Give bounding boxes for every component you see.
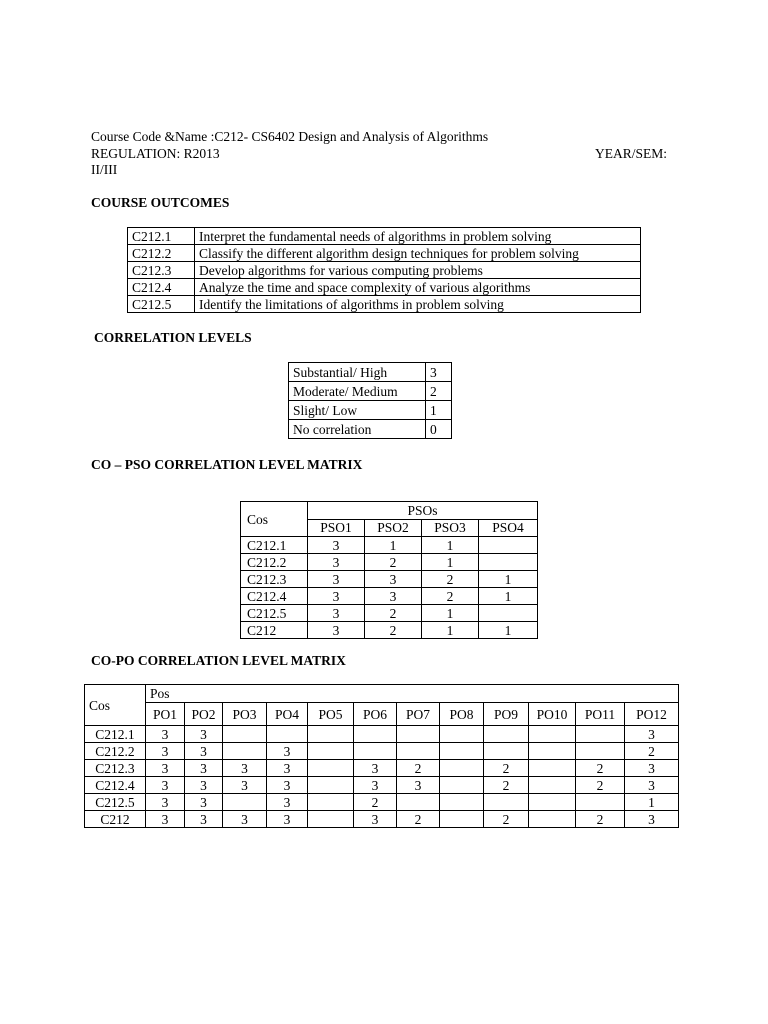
course-title: Course Code &Name :C212- CS6402 Design and Analysis of Algorithms (91, 129, 489, 144)
table-row (85, 760, 679, 777)
table-cell: 3 (365, 588, 422, 605)
table-cell (267, 726, 308, 743)
table-cell: 3 (223, 777, 267, 794)
column-header: PO8 (440, 703, 484, 726)
outcome-code: C212.3 (128, 262, 195, 279)
co-pso-heading: CO – PSO CORRELATION LEVEL MATRIX (91, 457, 363, 472)
table-cell (576, 726, 625, 743)
table-cell (440, 726, 484, 743)
column-header: PO11 (576, 703, 625, 726)
level-label: Substantial/ High (289, 363, 426, 382)
table-cell: 3 (267, 794, 308, 811)
table-cell: 3 (146, 760, 185, 777)
row-header: C212.4 (85, 777, 146, 794)
table-cell: 3 (146, 743, 185, 760)
table-row (85, 777, 679, 794)
table-row (289, 401, 452, 420)
level-label: No correlation (289, 420, 426, 439)
table-cell: 2 (422, 571, 479, 588)
table-cell (576, 794, 625, 811)
table-cell: 3 (308, 622, 365, 639)
table-cell: 3 (185, 726, 223, 743)
outcome-code: C212.4 (128, 279, 195, 296)
table-cell: 1 (422, 605, 479, 622)
column-header: PO5 (308, 703, 354, 726)
table-cell (440, 777, 484, 794)
psos-header: PSOs (308, 502, 538, 520)
table-cell (397, 743, 440, 760)
table-cell: 3 (146, 794, 185, 811)
table-cell (308, 726, 354, 743)
table-cell: 1 (422, 622, 479, 639)
co-po-table (84, 684, 679, 828)
table-cell: 1 (479, 571, 538, 588)
level-label: Slight/ Low (289, 401, 426, 420)
table-row (128, 279, 641, 296)
table-cell: 2 (576, 777, 625, 794)
table-cell (529, 794, 576, 811)
pos-header: Pos (146, 685, 679, 703)
table-row (241, 622, 538, 639)
table-cell (479, 605, 538, 622)
table-cell: 3 (267, 743, 308, 760)
table-row (128, 262, 641, 279)
table-cell: 1 (479, 622, 538, 639)
table-cell: 2 (365, 622, 422, 639)
column-header: PO12 (625, 703, 679, 726)
outcome-code: C212.5 (128, 296, 195, 313)
table-cell: 2 (576, 811, 625, 828)
table-cell: 2 (484, 760, 529, 777)
table-cell: 3 (267, 777, 308, 794)
table-cell (308, 794, 354, 811)
row-header: C212.1 (85, 726, 146, 743)
table-cell: 3 (354, 811, 397, 828)
table-row (128, 245, 641, 262)
table-cell (576, 743, 625, 760)
table-row (241, 605, 538, 622)
table-row (289, 382, 452, 401)
table-cell: 2 (576, 760, 625, 777)
column-header: PSO4 (479, 519, 538, 537)
table-cell (440, 760, 484, 777)
table-cell (440, 794, 484, 811)
table-cell: 2 (365, 605, 422, 622)
row-header: C212.3 (85, 760, 146, 777)
table-cell: 3 (308, 571, 365, 588)
table-cell: 1 (365, 537, 422, 554)
column-header: PO1 (146, 703, 185, 726)
table-cell: 3 (354, 777, 397, 794)
level-value: 3 (426, 363, 452, 382)
table-row (241, 537, 538, 554)
table-cell: 3 (267, 760, 308, 777)
table-cell: 3 (267, 811, 308, 828)
table-cell (397, 726, 440, 743)
table-cell: 3 (397, 777, 440, 794)
table-row (241, 571, 538, 588)
table-cell: 2 (422, 588, 479, 605)
table-cell: 3 (223, 760, 267, 777)
table-cell: 3 (308, 588, 365, 605)
row-header: C212.3 (241, 571, 308, 588)
table-cell (529, 726, 576, 743)
level-label: Moderate/ Medium (289, 382, 426, 401)
outcome-code: C212.2 (128, 245, 195, 262)
table-cell: 3 (365, 571, 422, 588)
co-pso-table (240, 501, 538, 639)
outcome-text: Analyze the time and space complexity of various algorithms (195, 279, 641, 296)
outcome-text: Identify the limitations of algorithms in problem solving (195, 296, 641, 313)
table-row (85, 794, 679, 811)
table-row (128, 228, 641, 245)
table-cell (308, 811, 354, 828)
table-cell (529, 743, 576, 760)
table-cell (223, 743, 267, 760)
table-row (85, 743, 679, 760)
table-row (128, 296, 641, 313)
table-cell: 3 (146, 726, 185, 743)
table-cell: 3 (185, 760, 223, 777)
table-cell (308, 760, 354, 777)
table-cell: 3 (185, 777, 223, 794)
table-cell: 1 (422, 554, 479, 571)
course-outcomes-table (127, 227, 641, 313)
table-cell: 3 (354, 760, 397, 777)
table-cell (529, 777, 576, 794)
table-cell (354, 743, 397, 760)
cos-header: Cos (85, 685, 146, 726)
table-cell (440, 743, 484, 760)
row-header: C212 (241, 622, 308, 639)
year-sem-value: II/III (91, 162, 118, 177)
outcome-text: Classify the different algorithm design techniques for problem solving (195, 245, 641, 262)
table-cell: 3 (185, 811, 223, 828)
table-cell: 2 (397, 760, 440, 777)
table-cell (484, 794, 529, 811)
outcome-text: Develop algorithms for various computing problems (195, 262, 641, 279)
row-header: C212.5 (85, 794, 146, 811)
table-cell: 3 (625, 811, 679, 828)
cos-header: Cos (241, 502, 308, 537)
table-cell: 3 (146, 811, 185, 828)
correlation-levels-heading: CORRELATION LEVELS (94, 330, 252, 345)
table-cell: 3 (146, 777, 185, 794)
table-cell: 2 (484, 777, 529, 794)
course-outcomes-heading: COURSE OUTCOMES (91, 195, 230, 210)
table-cell (479, 537, 538, 554)
table-cell: 3 (185, 743, 223, 760)
column-header: PSO3 (422, 519, 479, 537)
column-header: PO10 (529, 703, 576, 726)
table-cell: 1 (479, 588, 538, 605)
row-header: C212.4 (241, 588, 308, 605)
table-cell: 2 (484, 811, 529, 828)
table-cell (223, 794, 267, 811)
table-cell (529, 760, 576, 777)
table-cell (484, 726, 529, 743)
table-cell (479, 554, 538, 571)
table-cell: 3 (308, 605, 365, 622)
table-cell (354, 726, 397, 743)
column-header: PO9 (484, 703, 529, 726)
co-po-heading: CO-PO CORRELATION LEVEL MATRIX (91, 653, 346, 668)
table-cell (308, 777, 354, 794)
table-cell: 2 (365, 554, 422, 571)
table-cell: 1 (422, 537, 479, 554)
table-cell (529, 811, 576, 828)
regulation: REGULATION: R2013 (91, 146, 220, 161)
level-value: 0 (426, 420, 452, 439)
table-row (241, 554, 538, 571)
year-sem-label: YEAR/SEM: (595, 146, 668, 161)
table-row (85, 726, 679, 743)
level-value: 1 (426, 401, 452, 420)
outcome-code: C212.1 (128, 228, 195, 245)
column-header: PO7 (397, 703, 440, 726)
row-header: C212.5 (241, 605, 308, 622)
table-row (289, 420, 452, 439)
table-cell: 1 (625, 794, 679, 811)
row-header: C212.2 (241, 554, 308, 571)
correlation-levels-table (288, 362, 452, 439)
outcome-text: Interpret the fundamental needs of algorithms in problem solving (195, 228, 641, 245)
table-cell: 3 (223, 811, 267, 828)
row-header: C212.2 (85, 743, 146, 760)
table-cell: 3 (625, 760, 679, 777)
table-row (289, 363, 452, 382)
table-cell (397, 794, 440, 811)
row-header: C212 (85, 811, 146, 828)
table-cell (223, 726, 267, 743)
table-cell: 2 (397, 811, 440, 828)
column-header: PO2 (185, 703, 223, 726)
table-cell (308, 743, 354, 760)
column-header: PSO1 (308, 519, 365, 537)
column-header: PO4 (267, 703, 308, 726)
table-cell: 2 (354, 794, 397, 811)
row-header: C212.1 (241, 537, 308, 554)
table-cell: 2 (625, 743, 679, 760)
table-cell: 3 (308, 537, 365, 554)
column-header: PO3 (223, 703, 267, 726)
table-cell (440, 811, 484, 828)
column-header: PO6 (354, 703, 397, 726)
table-cell: 3 (625, 726, 679, 743)
table-cell: 3 (625, 777, 679, 794)
table-cell (484, 743, 529, 760)
level-value: 2 (426, 382, 452, 401)
table-row (241, 588, 538, 605)
column-header: PSO2 (365, 519, 422, 537)
table-cell: 3 (308, 554, 365, 571)
table-row (85, 811, 679, 828)
table-cell: 3 (185, 794, 223, 811)
